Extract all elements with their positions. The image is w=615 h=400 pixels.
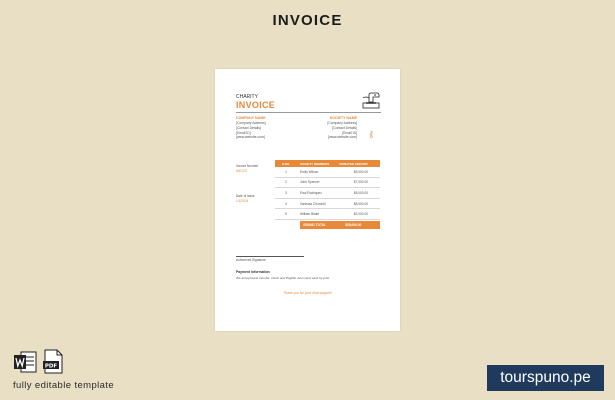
cell-amount: $5,000.00 xyxy=(353,169,368,174)
grand-total-label: GRAND TOTAL xyxy=(303,222,326,227)
cell-member: Paul Rodriquez xyxy=(300,190,322,195)
thank-you-note: Thank you for your kind support! xyxy=(283,291,332,295)
page-title: INVOICE xyxy=(272,12,343,29)
invoice-document xyxy=(215,69,400,331)
date-label: Date of Issue xyxy=(236,194,255,198)
payment-text: We accept bank transfer, check and PayPal. Also send cash by post. xyxy=(236,276,331,280)
charity-label: CHARITY xyxy=(236,94,258,100)
cell-sno: 4 xyxy=(285,201,287,206)
cell-member: John Spencer xyxy=(300,180,320,185)
signature-label: Authorized Signature xyxy=(236,258,266,262)
society-contact: [Contact Details] xyxy=(332,125,357,130)
invoice-number-value: #00123 xyxy=(236,169,247,173)
header-sno: S.NO. xyxy=(281,161,291,166)
table-header xyxy=(275,160,380,167)
cell-sno: 5 xyxy=(285,212,287,217)
company-block xyxy=(236,116,306,140)
header-members: SOCIETY MEMBERS xyxy=(300,161,330,166)
cell-amount: $2,000.00 xyxy=(353,212,368,217)
donation-hand-icon xyxy=(360,90,382,110)
table-row xyxy=(275,167,380,178)
signature-line xyxy=(236,256,304,257)
cell-amount: $6,000.00 xyxy=(353,190,368,195)
total-row xyxy=(275,221,380,229)
paid-vertical-tab: PAID xyxy=(369,131,373,139)
table-row xyxy=(275,178,380,189)
invoice-title: INVOICE xyxy=(236,100,276,110)
header-divider xyxy=(236,112,381,113)
cell-amount: $7,000.00 xyxy=(353,180,368,185)
payment-heading: Payment Information xyxy=(236,270,270,274)
cell-amount: $8,000.00 xyxy=(353,201,368,206)
header-amount: DONATED AMOUNT xyxy=(339,161,368,166)
cell-member: Emily Wilson xyxy=(300,169,319,174)
society-website: [www.website.com] xyxy=(328,135,357,140)
company-address: [Company Address] xyxy=(236,121,266,125)
pdf-icon xyxy=(42,349,64,374)
svg-text:PDF: PDF xyxy=(44,363,58,370)
table-row xyxy=(275,209,380,220)
donations-table xyxy=(275,160,380,229)
editable-template-note: fully editable template xyxy=(13,380,115,391)
society-block xyxy=(305,116,357,140)
table-row xyxy=(275,188,380,199)
society-address: [Company Address] xyxy=(327,121,357,125)
invoice-number-label: Invoice Number xyxy=(236,164,259,168)
society-name: SOCIETY NAME xyxy=(329,116,357,120)
cell-sno: 2 xyxy=(285,180,287,185)
company-website: [www.website.com] xyxy=(236,135,265,140)
table-row xyxy=(275,199,380,210)
brand-logo[interactable]: tourspuno.pe xyxy=(487,365,604,391)
cell-sno: 1 xyxy=(285,169,287,174)
cell-member: William Blake xyxy=(300,212,320,217)
date-value: 1/1/2024 xyxy=(236,199,249,203)
grand-total-value: $28,000.00 xyxy=(345,222,362,227)
company-email: [Email ID] xyxy=(236,130,251,135)
company-contact: [Contact Details] xyxy=(236,125,261,130)
cell-sno: 3 xyxy=(285,190,287,195)
cell-member: Vanessa Churchill xyxy=(300,201,326,206)
company-name: COMPANY NAME xyxy=(236,116,266,120)
word-icon xyxy=(13,350,37,374)
grand-total-bar xyxy=(300,221,380,229)
society-email: [Email ID] xyxy=(342,130,357,135)
